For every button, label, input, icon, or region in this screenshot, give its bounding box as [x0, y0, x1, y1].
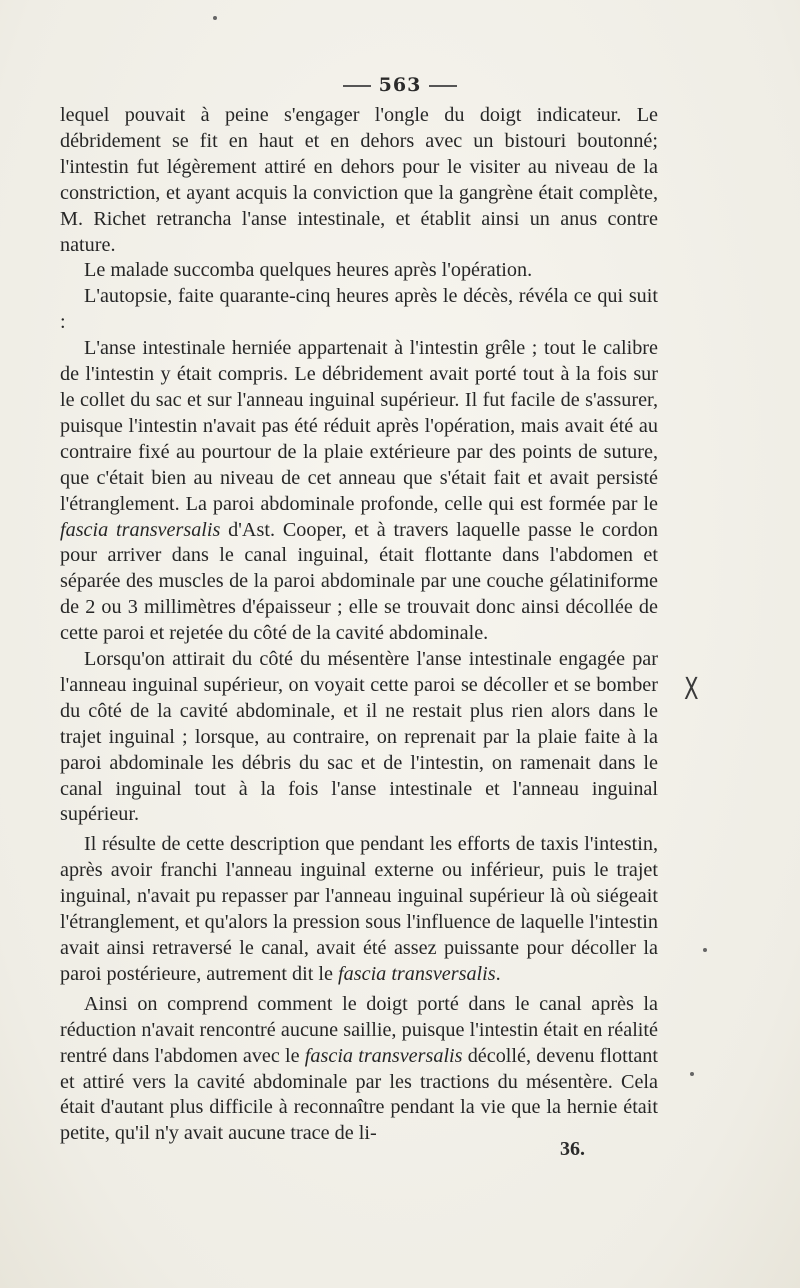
paragraph	[60, 832, 658, 987]
italic-term: fascia transversalis	[60, 518, 221, 541]
text-run: L'autopsie, faite quarante-cinq heures après le décès, révéla ce qui suit :	[60, 285, 658, 334]
text-run: Il résulte de cette description que pendant les efforts de taxis l'intestin, après avoir franchi l'anneau inguinal externe ou inférieur, puis le trajet inguinal, n'avait pu repasser par l'anneau inguinal supérieur là où siégeait l'étranglement, et qu'alors la pression sous l'influence de laquelle l'intestin avait ainsi retraversé le canal, avait été assez puissante pour décoller la paroi postérieure, autrement dit le	[60, 833, 658, 985]
paragraph	[60, 284, 658, 336]
page-number: 563	[378, 74, 422, 96]
speck	[690, 1072, 694, 1076]
margin-annotation-mark: X	[684, 672, 699, 707]
paragraph	[60, 992, 658, 1147]
text-run: .	[495, 962, 501, 985]
text-run: Ainsi on comprend comment le doigt porté dans le canal après la réduction n'avait rencontré aucune saillie, puisque l'intestin était en réalité rentré dans l'abdomen avec le	[60, 992, 658, 1067]
paragraph	[60, 647, 658, 828]
page-header	[0, 74, 800, 96]
paragraph	[60, 103, 658, 258]
paragraph	[60, 258, 658, 284]
text-run: Lorsqu'on attirait du côté du mésentère l'anse intestinale engagée par l'anneau inguinal supérieur, on voyait cette paroi se décoller et se bomber du côté de la cavité abdominale, et il ne restait plus rien alors dans le trajet inguinal ; lorsque, au contraire, on reprenait par la plaie faite à la paroi abdominale les débris du sac et de l'intestin, on ramenait dans le canal inguinal tout à la fois l'anse intestinale et l'anneau inguinal supérieur.	[60, 648, 658, 826]
header-dash-left	[343, 85, 371, 87]
header-dash-right	[429, 85, 457, 87]
text-run: L'anse intestinale herniée appartenait à l'intestin grêle ; tout le calibre de l'intestin y était compris. Le débridement avait porté tout à la fois sur le collet du sac et sur l'anneau inguinal supérieur. Il fut facile de s'assurer, puisque l'intestin n'avait pas été réduit après l'opération, mais avait été au contraire fixé au pourtour de la plaie extérieure par des points de suture, que c'était bien au niveau de cet anneau que s'était fait et avait persisté l'étranglement. La paroi abdominale profonde, celle qui est formée par le	[60, 337, 658, 515]
signature-mark: 36.	[560, 1138, 585, 1160]
text-run: lequel pouvait à peine s'engager l'ongle du doigt indicateur. Le débridement se fit en haut et en dehors avec un bistouri boutonné; l'intestin fut légèrement attiré en dehors pour le visiter au niveau de la constriction, et ayant acquis la conviction que la gangrène était complète, M. Richet retrancha l'anse intestinale, et établit ainsi un anus contre nature.	[60, 104, 658, 256]
text-run: décollé, devenu flottant et attiré vers la cavité abdominale par les tractions du mésentère. Cela était d'autant plus difficile à reconnaître pendant la vie que la hernie était petite, qu'il n'y avait aucune trace de li-	[60, 1044, 659, 1145]
text-run: Le malade succomba quelques heures après l'opération.	[84, 259, 533, 282]
paragraph	[60, 336, 658, 647]
speck	[703, 948, 707, 952]
text-run: d'Ast. Cooper, et à travers laquelle passe le cordon pour arriver dans le canal inguinal, était flottante dans l'abdomen et séparée des muscles de la paroi abdominale par une couche gélatiniforme de 2 ou 3 millimètres d'épaisseur ; elle se trouvait donc ainsi décollée de cette paroi et rejetée du côté de la cavité abdominale.	[60, 518, 658, 645]
italic-term: fascia transversalis	[304, 1044, 463, 1067]
italic-term: fascia transversalis	[338, 962, 496, 985]
speck	[213, 16, 217, 20]
body-text	[60, 103, 658, 1147]
